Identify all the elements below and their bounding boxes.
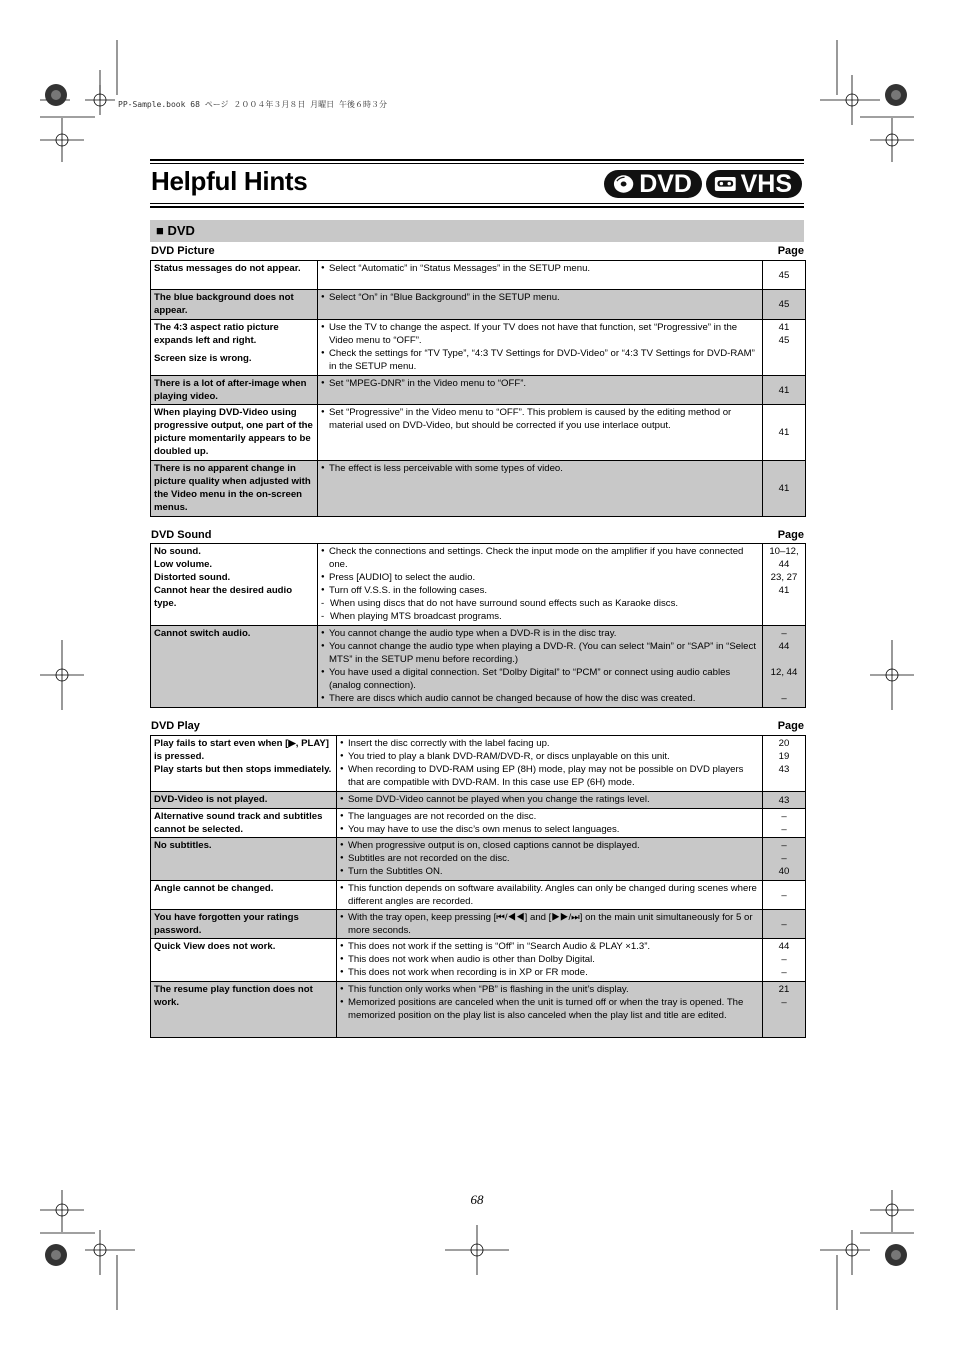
cause-item: ● Set “MPEG-DNR” in the Video menu to “OFF”.	[321, 377, 759, 390]
table-row	[151, 544, 806, 626]
symptom-text: Distorted sound.	[154, 572, 231, 583]
cause-list	[321, 321, 759, 373]
print-header-line: PP-Sample.book 68 ページ ２００４年３月８日 月曜日 午後６時３分	[118, 100, 387, 109]
symptom-text: Angle cannot be changed.	[154, 883, 274, 894]
cassette-icon	[714, 174, 737, 194]
cause-cell	[318, 544, 763, 626]
cause-item: ● Select “Automatic” in “Status Messages” in the SETUP menu.	[321, 262, 759, 275]
page-ref-cell	[763, 982, 806, 1038]
cause-item: ● With the tray open, keep pressing [⏮/◀◀] and [▶▶/⏭] on the main unit simultaneously for 5 or more seconds.	[340, 911, 759, 937]
page-title: Helpful Hints	[151, 166, 308, 196]
page-ref: 41	[778, 384, 790, 396]
page-ref: 45	[778, 299, 790, 310]
cause-item: ● When recording to DVD-RAM using EP (8H) mode, play may not be possible on DVD players that are compatible with DVD-RAM. In this case use EP (6H) mode.	[340, 763, 759, 789]
cause-item: ● The effect is less perceivable with some types of video.	[321, 462, 759, 475]
symptom-text: The 4:3 aspect ratio picture expands left and right.	[154, 322, 279, 346]
cause-cell	[337, 736, 763, 792]
symptom-cell	[151, 290, 318, 320]
cause-cell	[318, 261, 763, 290]
cause-item: ● Turn off V.S.S. in the following cases.	[321, 584, 759, 597]
cause-list	[321, 545, 759, 623]
page-ref-cell	[763, 320, 806, 376]
table-row	[151, 982, 806, 1038]
table-row	[151, 290, 806, 320]
page-ref-cell	[763, 626, 806, 708]
symptom-cell	[151, 405, 318, 461]
page-ref: 20	[778, 738, 790, 749]
cause-cell	[318, 405, 763, 461]
title-rule-bottom	[150, 203, 804, 204]
cause-item: ● When progressive output is on, closed captions cannot be displayed.	[340, 839, 759, 852]
page-ref: –	[781, 840, 787, 851]
cause-item: ● This does not work when audio is other than Dolby Digital.	[340, 953, 759, 966]
page-ref: –	[781, 889, 787, 901]
cause-cell	[318, 626, 763, 708]
symptom-text: No subtitles.	[154, 840, 212, 851]
cause-item: ● You may have to use the disc’s own menus to select languages.	[340, 823, 759, 836]
symptom-cell	[151, 939, 337, 982]
symptom-text: No sound.	[154, 546, 201, 557]
cause-list	[340, 983, 759, 1022]
symptom-cell	[151, 982, 337, 1038]
cause-cell	[337, 939, 763, 982]
symptom-cell	[151, 881, 337, 910]
symptom-text: When playing DVD-Video using progressive output, one part of the picture momentarily appears to be doubled up.	[154, 407, 313, 457]
title-rule-bottom-thick	[150, 206, 804, 208]
table-row	[151, 838, 806, 881]
symptom-cell	[151, 838, 337, 881]
cause-list	[340, 737, 759, 789]
table-row	[151, 881, 806, 910]
table-row	[151, 736, 806, 792]
page-ref: –	[781, 997, 787, 1008]
page-ref: 45	[778, 335, 790, 346]
symptom-cell	[151, 376, 318, 405]
page-ref-cell	[763, 792, 806, 809]
symptom-cell	[151, 809, 337, 838]
vhs-badge-label: VHS	[740, 169, 792, 198]
cause-item: ● Check the connections and settings. Check the input mode on the amplifier if you have connected one.	[321, 545, 759, 571]
page-ref	[764, 653, 804, 666]
page-ref: 44	[778, 641, 790, 652]
page-ref: 45	[778, 269, 790, 281]
dvd-picture-table	[150, 260, 806, 517]
page-ref: 40	[778, 866, 790, 877]
table-row	[151, 626, 806, 708]
cause-list	[340, 810, 759, 836]
page-ref-cell	[763, 838, 806, 881]
page-ref-cell	[763, 881, 806, 910]
table-row	[151, 461, 806, 517]
symptom-text: Play fails to start even when [▶, PLAY] is pressed.	[154, 738, 329, 762]
page-ref: 41	[778, 322, 790, 333]
page-ref-cell	[763, 809, 806, 838]
symptom-cell	[151, 261, 318, 290]
page-ref-cell	[763, 461, 806, 517]
page-ref: –	[781, 811, 787, 822]
cause-list	[340, 911, 759, 937]
symptom-text: Cannot switch audio.	[154, 628, 251, 639]
dvd-picture-heading: DVD Picture Page	[151, 245, 804, 257]
symptom-text: Play starts but then stops immediately.	[154, 764, 332, 775]
page-ref-cell	[763, 376, 806, 405]
table-row	[151, 910, 806, 939]
cause-item: ● You cannot change the audio type when playing a DVD-R. (You can select “Main” or “SAP” in “Select MTS” in the SETUP menu before recording.)	[321, 640, 759, 666]
page-ref: –	[781, 693, 787, 704]
disc-icon	[612, 173, 635, 195]
symptom-cell	[151, 626, 318, 708]
cause-list	[340, 839, 759, 878]
table-row	[151, 792, 806, 809]
cause-cell	[318, 320, 763, 376]
page-ref: –	[781, 954, 787, 965]
table-row	[151, 809, 806, 838]
page-ref: 21	[778, 984, 790, 995]
symptom-text: There is a lot of after-image when playing video.	[154, 378, 307, 402]
cause-item: ● Select “On” in “Blue Background” in the SETUP menu.	[321, 291, 759, 304]
page-number: 68	[470, 1192, 484, 1207]
page-ref-cell	[763, 405, 806, 461]
dvd-sound-table	[150, 543, 806, 708]
page-ref	[764, 679, 804, 692]
table-row	[151, 320, 806, 376]
page-ref-cell	[763, 261, 806, 290]
dvd-sound-heading: DVD Sound Page	[151, 529, 804, 541]
page-ref: 19	[778, 751, 790, 762]
symptom-cell	[151, 320, 318, 376]
title-rule-top	[150, 159, 804, 161]
cause-item: ● You have used a digital connection. Set “Dolby Digital” to “PCM” or connect using audio cables (analog connection).	[321, 666, 759, 692]
table-row	[151, 939, 806, 982]
symptom-cell	[151, 910, 337, 939]
page-ref-cell	[763, 736, 806, 792]
dvd-badge-label: DVD	[639, 169, 692, 198]
cause-item: ● Turn the Subtitles ON.	[340, 865, 759, 878]
table-row	[151, 261, 806, 290]
page-ref: –	[781, 628, 787, 639]
symptom-text: DVD-Video is not played.	[154, 794, 268, 805]
page-ref: 41	[778, 483, 790, 494]
title-rule-top-thin	[150, 163, 804, 164]
page-ref: 12, 44	[770, 667, 798, 678]
cause-list	[340, 940, 759, 979]
symptom-text: Low volume.	[154, 559, 213, 570]
page-ref: 43	[778, 764, 790, 775]
cause-item: ● Subtitles are not recorded on the disc.	[340, 852, 759, 865]
square-bullet-icon: ■	[156, 223, 168, 238]
page-ref: 44	[778, 559, 790, 570]
symptom-text: The blue background does not appear.	[154, 292, 294, 316]
cause-cell	[337, 838, 763, 881]
cause-item: ● Check the settings for “TV Type”, “4:3 TV Settings for DVD-Video” or “4:3 TV Settings for DVD-RAM” in the SETUP menu.	[321, 347, 759, 373]
dvd-play-heading: DVD Play Page	[151, 720, 804, 732]
cause-list	[321, 291, 759, 304]
symptom-text: Status messages do not appear.	[154, 263, 301, 274]
dvd-badge	[604, 170, 702, 198]
symptom-text: Screen size is wrong.	[154, 353, 252, 364]
symptom-text: Cannot hear the desired audio type.	[154, 585, 293, 609]
symptom-text: Alternative sound track and subtitles cannot be selected.	[154, 811, 323, 835]
page-ref: 23, 27	[770, 572, 798, 583]
cause-list	[321, 627, 759, 705]
cause-cell	[337, 910, 763, 939]
cause-list	[321, 406, 759, 432]
cause-subitem: - When using discs that do not have surround sound effects such as Karaoke discs.	[321, 597, 759, 610]
symptom-cell	[151, 792, 337, 809]
table-row	[151, 405, 806, 461]
cause-item: ● Press [AUDIO] to select the audio.	[321, 571, 759, 584]
cause-item: ● This function depends on software availability. Angles can only be changed during scenes where different angles are recorded.	[340, 882, 759, 908]
cause-item: ● Use the TV to change the aspect. If your TV does not have that function, set “Progressive” in the Video menu to “OFF”.	[321, 321, 759, 347]
section-heading-dvd: ■ DVD	[150, 220, 804, 242]
symptom-cell	[151, 736, 337, 792]
cause-item: ● This does not work when recording is in XP or FR mode.	[340, 966, 759, 979]
page-ref-cell	[763, 544, 806, 626]
cause-list	[321, 377, 759, 390]
cause-cell	[318, 376, 763, 405]
cause-item: ● Set “Progressive” in the Video menu to “OFF”. This problem is caused by the editing method or material used on DVD-Video, but should be corrected if you use interlace output.	[321, 406, 759, 432]
cause-list	[321, 262, 759, 275]
cause-item: ● You cannot change the audio type when a DVD-R is in the disc tray.	[321, 627, 759, 640]
cause-item: ● This function only works when “PB” is flashing in the unit’s display.	[340, 983, 759, 996]
cause-cell	[318, 290, 763, 320]
page-ref: –	[781, 824, 787, 835]
symptom-text: You have forgotten your ratings password.	[154, 912, 299, 936]
cause-cell	[318, 461, 763, 517]
cause-cell	[337, 982, 763, 1038]
cause-list	[340, 793, 759, 806]
page-ref-cell	[763, 910, 806, 939]
cause-cell	[337, 809, 763, 838]
page-ref-cell	[763, 290, 806, 320]
cause-item: ● Some DVD-Video cannot be played when you change the ratings level.	[340, 793, 759, 806]
cause-item: ● This does not work if the setting is “Off” in “Search Audio & PLAY ×1.3”.	[340, 940, 759, 953]
page-ref-cell	[763, 939, 806, 982]
cause-cell	[337, 792, 763, 809]
symptom-text: There is no apparent change in picture quality when adjusted with the Video menu in the on-screen menus.	[154, 463, 311, 513]
cause-item: ● You tried to play a blank DVD-RAM/DVD-R, or discs unplayable on this unit.	[340, 750, 759, 763]
cause-list	[340, 882, 759, 908]
dvd-play-table	[150, 735, 806, 1038]
page-ref: 10–12,	[769, 546, 799, 557]
page-ref: 44	[778, 941, 790, 952]
symptom-cell	[151, 461, 318, 517]
cause-item: ● Insert the disc correctly with the label facing up.	[340, 737, 759, 750]
symptom-text: The resume play function does not work.	[154, 984, 313, 1008]
symptom-text: Quick View does not work.	[154, 941, 276, 952]
vhs-badge	[706, 170, 802, 198]
cause-item: ● Memorized positions are canceled when the unit is turned off or when the tray is opened. The memorized position on the play list is also canceled when the play list and title are edited.	[340, 996, 759, 1022]
symptom-cell	[151, 544, 318, 626]
page-ref: 41	[778, 585, 790, 596]
page-ref: –	[781, 853, 787, 864]
page-ref: –	[781, 967, 787, 978]
cause-list	[321, 462, 759, 475]
cause-subitem: - When playing MTS broadcast programs.	[321, 610, 759, 623]
cause-item: ● There are discs which audio cannot be changed because of how the disc was created.	[321, 692, 759, 705]
page-ref: –	[781, 918, 787, 930]
page-ref: 43	[778, 794, 790, 806]
page-ref: 41	[778, 427, 790, 438]
cause-item: ● The languages are not recorded on the disc.	[340, 810, 759, 823]
cause-cell	[337, 881, 763, 910]
table-row	[151, 376, 806, 405]
